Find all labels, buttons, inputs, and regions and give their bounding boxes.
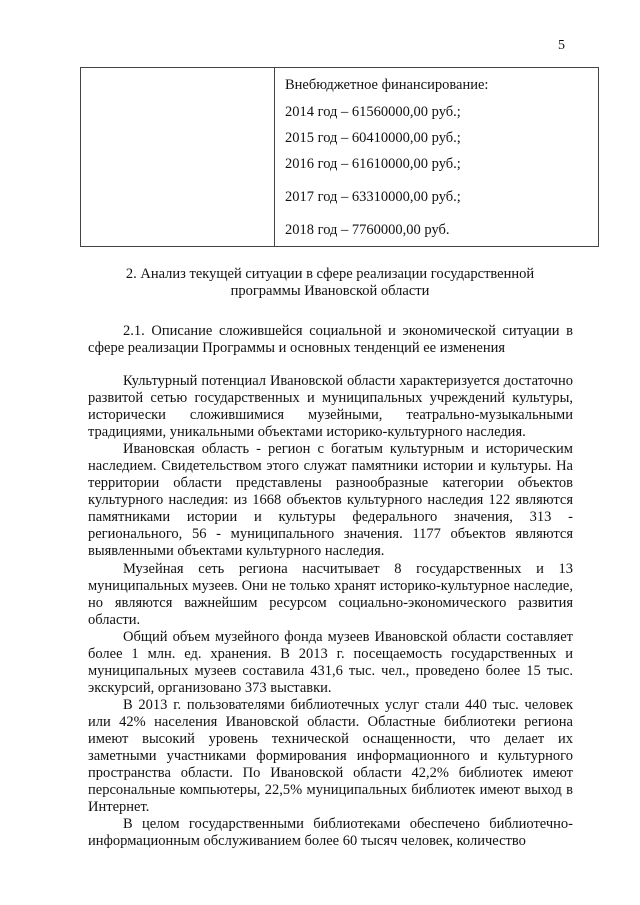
funding-header: Внебюджетное финансирование:: [285, 77, 489, 93]
funding-table-left-cell: [81, 68, 275, 246]
funding-table-right-cell: [275, 68, 598, 246]
paragraph-library-service: В целом государственными библиотеками обеспечено библиотечно-информационным обслуживанием более 60 тысяч человек, количество: [88, 816, 573, 850]
funding-table: [80, 67, 599, 247]
section-subtitle: 2.1. Описание сложившейся социальной и экономической ситуации в сфере реализации Программы и основных тенденций ее изменения: [88, 323, 573, 356]
paragraph-museum-fund: Общий объем музейного фонда музеев Ивановской области составляет более 1 млн. ед. хранения. В 2013 г. посещаемость государственных и муниципальных музеев составила 431,6 тыс. чел., проведено более 15 тыс. экскурсий, организовано 373 выставки.: [88, 628, 573, 696]
funding-row-2018: 2018 год – 7760000,00 руб.: [285, 222, 450, 238]
section-title-line-1: 2. Анализ текущей ситуации в сфере реализации государственной: [125, 266, 535, 282]
paragraph-museum-network: Музейная сеть региона насчитывает 8 государственных и 13 муниципальных музеев. Они не только хранят историко-культурное наследие, но являются важнейшим ресурсом социально-экономического развития области.: [88, 560, 573, 628]
paragraph-heritage: Ивановская область - регион с богатым культурным и историческим наследием. Свидетельством этого служат памятники истории и культуры. На территории области представлены разнообразные категории объектов культурного наследия: из 1668 объектов культурного наследия 122 являются памятниками истории и культуры федерального значения, 313 - регионального, 56 - муниципального значения. 1177 объектов являются выявленными объектами культурного наследия.: [88, 441, 573, 560]
page-number: 5: [558, 38, 565, 53]
funding-row-2014: 2014 год – 61560000,00 руб.;: [285, 104, 461, 120]
section-title-line-2: программы Ивановской области: [230, 283, 430, 299]
paragraph-cultural-potential: Культурный потенциал Ивановской области характеризуется достаточно развитой сетью государственных и муниципальных учреждений культуры, исторически сложившимися музейными, театрально-музыкальными традициями, уникальными объектами историко-культурного наследия.: [88, 373, 573, 441]
body-text: [88, 373, 573, 850]
funding-row-2016: 2016 год – 61610000,00 руб.;: [285, 156, 461, 172]
paragraph-library-users: В 2013 г. пользователями библиотечных услуг стали 440 тыс. человек или 42% населения Ивановской области. Областные библиотеки региона имеют высокий уровень технической оснащенности, что делает их заметными участниками формирования информационного и культурного пространства области. По Ивановской области 42,2% библиотек имеют персональные компьютеры, 22,5% муниципальных библиотек имеют выход в Интернет.: [88, 696, 573, 816]
funding-row-2017: 2017 год – 63310000,00 руб.;: [285, 189, 461, 205]
funding-row-2015: 2015 год – 60410000,00 руб.;: [285, 130, 461, 146]
